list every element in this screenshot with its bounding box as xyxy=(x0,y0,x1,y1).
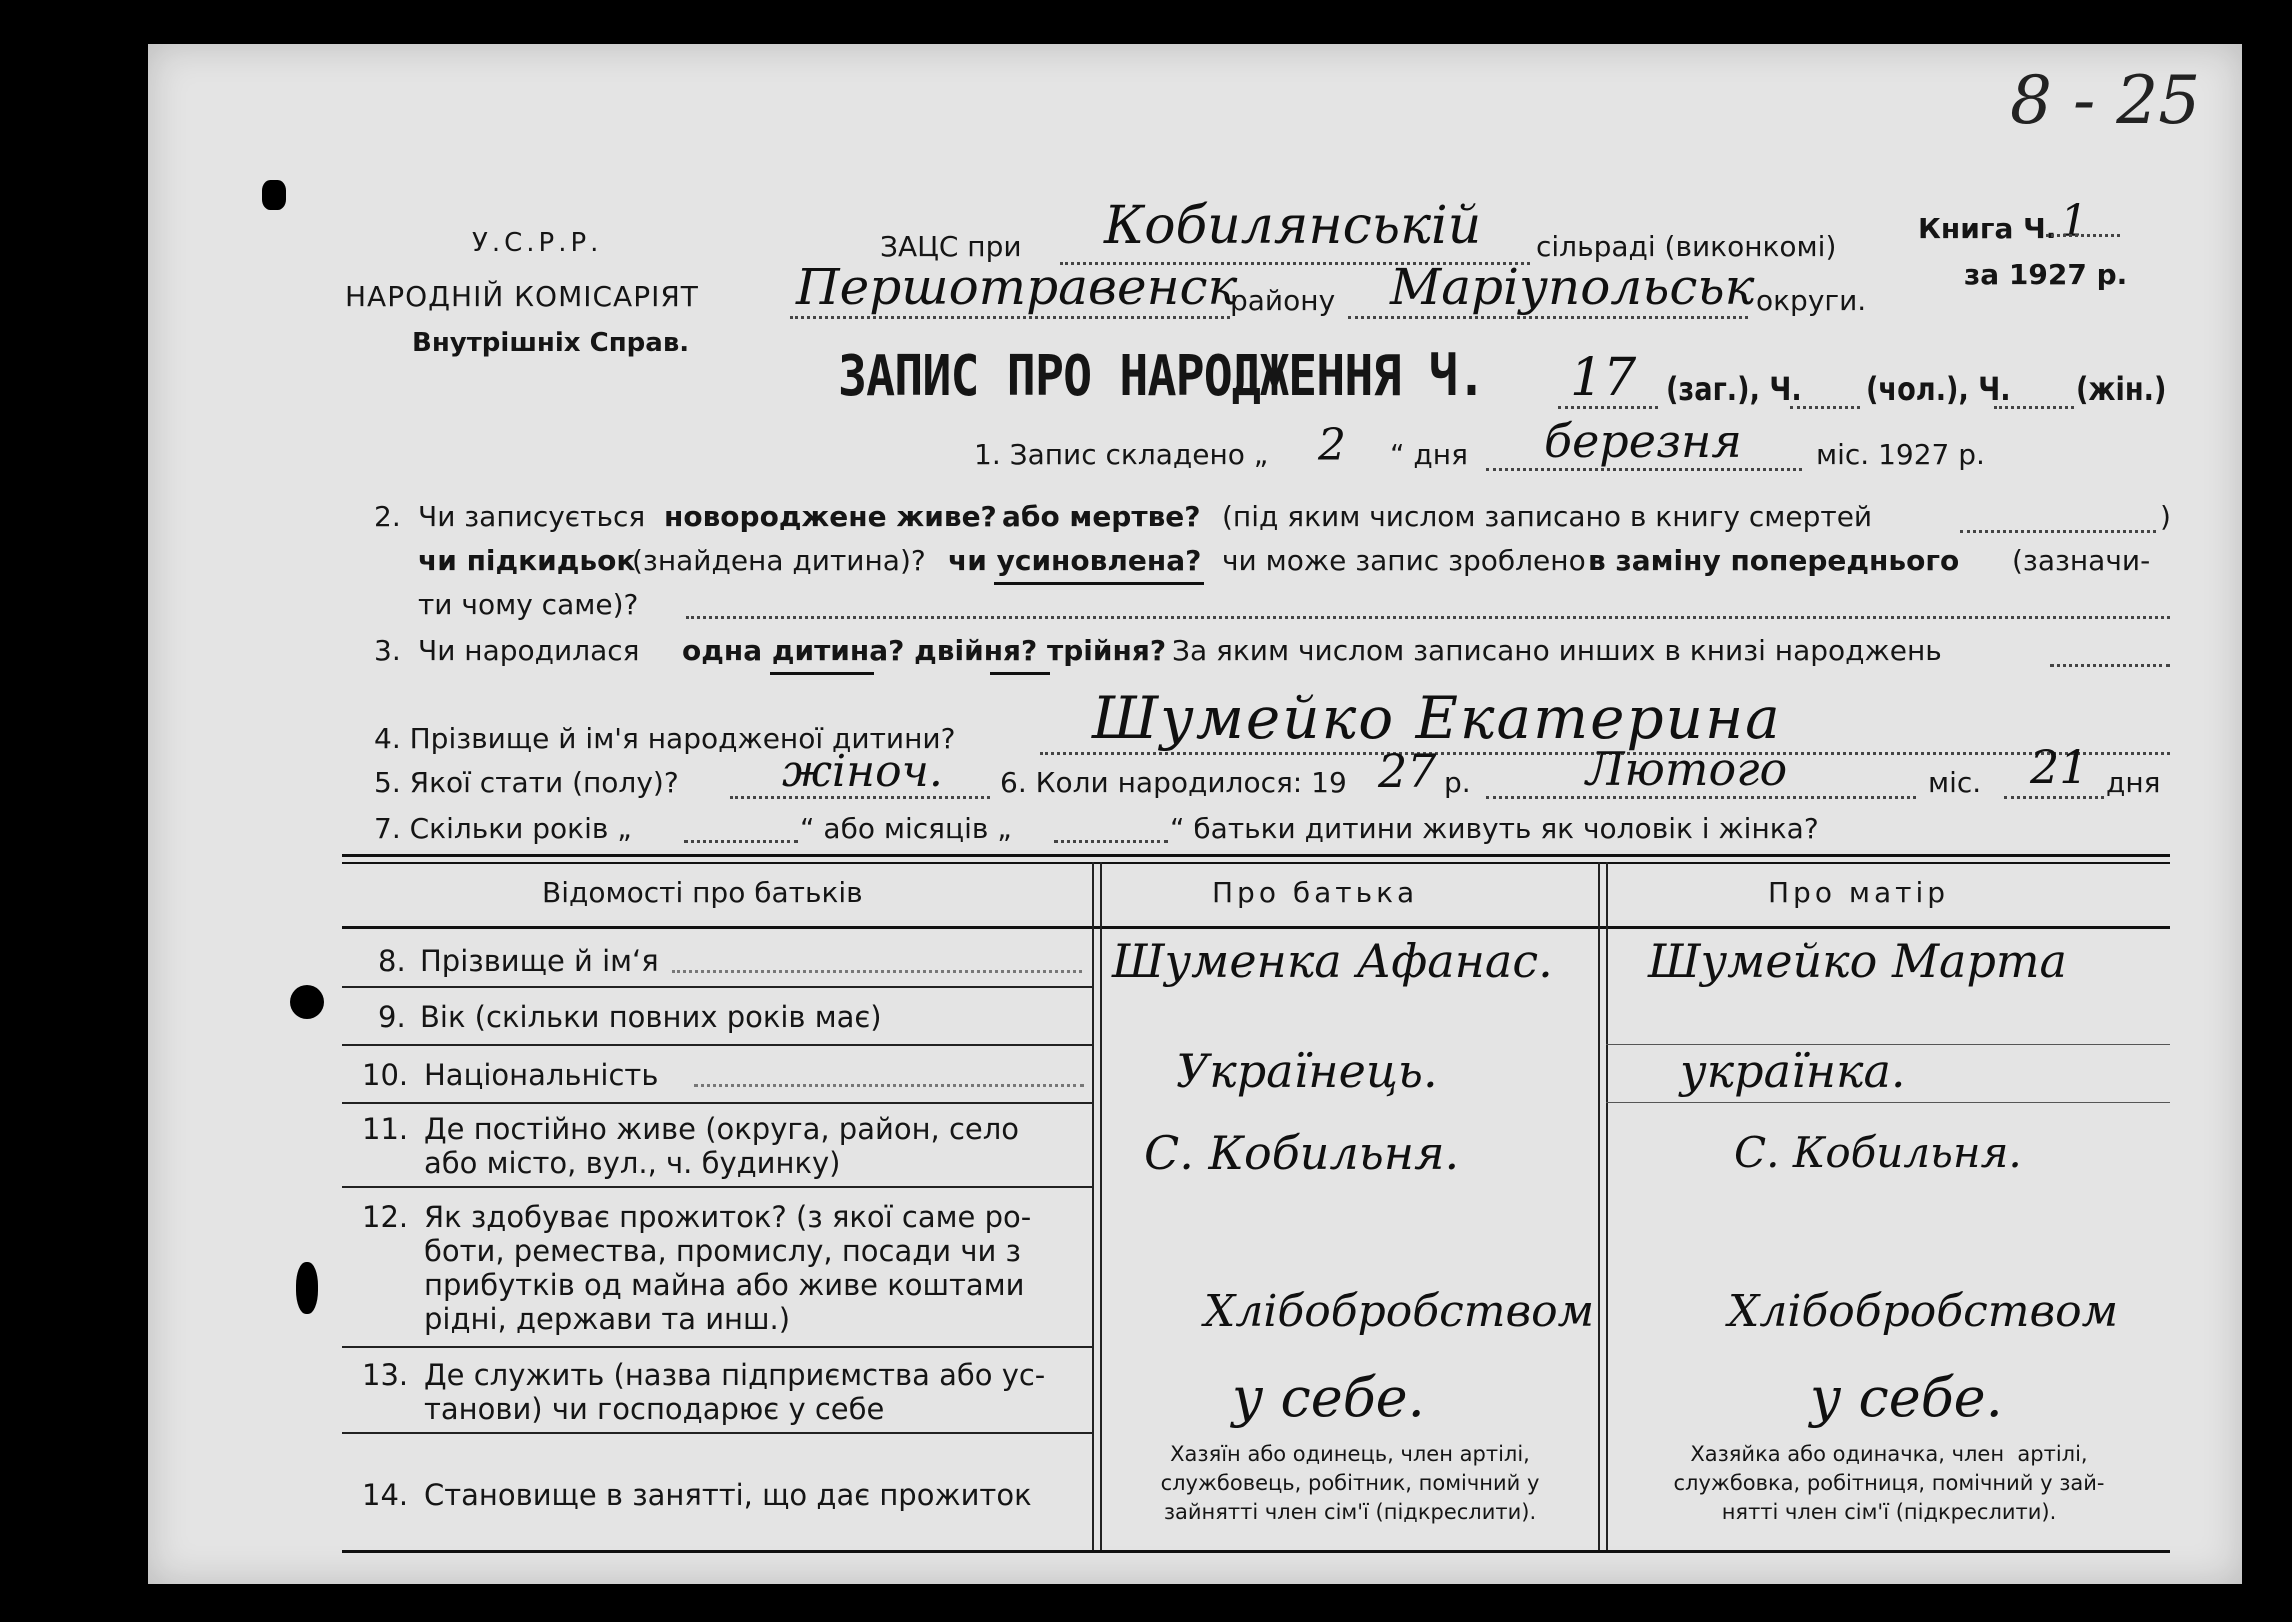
book-year: за 1927 р. xyxy=(1964,258,2128,291)
q2-line1-a: Чи записується xyxy=(418,500,646,533)
q1-day: 2 xyxy=(1318,420,1346,471)
q6-day-suffix: дня xyxy=(2106,766,2161,799)
q7-b: “ або місяців „ xyxy=(800,812,1012,845)
row12-label: Як здобуває прожиток? (з якої саме ро- боти, ремества, промислу, посади чи з прибутків од майна або живе коштами рідні, держави та инш.) xyxy=(424,1200,1032,1336)
zags-prefix: ЗАЦС при xyxy=(880,230,1022,263)
hand-underline xyxy=(990,672,1050,675)
okrug-value: Маріупольськ xyxy=(1390,258,1755,316)
female-number-line xyxy=(1994,406,2074,409)
q2-line1-c: або мертве? xyxy=(1002,500,1201,533)
row14-num: 14. xyxy=(362,1478,409,1512)
table-header-father: Про батька xyxy=(1212,876,1419,909)
binder-hole xyxy=(290,985,324,1019)
q6-day-line xyxy=(2004,796,2104,799)
q2-line2-d: чи може запис зроблено xyxy=(1222,544,1586,577)
hand-underline xyxy=(770,672,874,675)
q6-month-line xyxy=(1486,796,1916,799)
row8-num: 8. xyxy=(378,944,406,978)
row-separator xyxy=(1606,1102,2170,1103)
hand-underline xyxy=(994,582,1204,585)
village-council-value: Кобилянській xyxy=(1104,196,1482,256)
q6-month: Лютого xyxy=(1586,742,1788,796)
record-number-line xyxy=(1558,406,1658,409)
q3-a: Чи народилася xyxy=(418,634,640,667)
q1-tail: міс. 1927 р. xyxy=(1816,438,1985,471)
row10-label: Національність xyxy=(424,1058,659,1092)
row11-num: 11. xyxy=(362,1112,409,1146)
q7-a: 7. Скільки років „ xyxy=(374,812,632,845)
table-top-rule xyxy=(342,854,2170,857)
table-column-divider xyxy=(1606,862,1608,1550)
table-column-divider xyxy=(1092,862,1094,1550)
okrug-suffix: округи. xyxy=(1756,284,1867,317)
q3-c: За яким числом записано инших в книзі народжень xyxy=(1172,634,1942,667)
row10-num: 10. xyxy=(362,1058,409,1092)
district-value: Першотравенск xyxy=(796,258,1238,316)
village-council-suffix: сільраді (виконкомі) xyxy=(1536,230,1837,263)
q3-num: 3. xyxy=(374,634,401,667)
q7-c: “ батьки дитини живуть як чоловік і жінка? xyxy=(1170,812,1819,845)
table-column-divider xyxy=(1598,862,1600,1550)
row-separator xyxy=(342,1102,1092,1104)
district-line xyxy=(790,316,1230,319)
row-separator xyxy=(342,1432,1092,1434)
q4-label: 4. Прізвище й ім'я народженої дитини? xyxy=(374,722,956,755)
book-number: 1 xyxy=(2060,196,2088,247)
row12-num: 12. xyxy=(362,1200,409,1234)
row14-label: Становище в занятті, що дає прожиток xyxy=(424,1478,1032,1512)
row11-father: С. Кобильня. xyxy=(1144,1126,1460,1180)
table-bottom-rule xyxy=(342,1550,2170,1553)
q2-line2-e: в заміну попереднього xyxy=(1588,544,1960,577)
q6-month-suffix: міс. xyxy=(1928,766,1982,799)
q7-years-line xyxy=(684,840,798,843)
archive-number: 8 - 25 xyxy=(2010,62,2201,139)
row-separator xyxy=(342,1346,1092,1348)
commissariat-label: НАРОДНІЙ КОМІСАРІЯТ xyxy=(345,280,699,313)
republic-label: У.С.Р.Р. xyxy=(472,228,603,258)
q5-label: 5. Якої стати (полу)? xyxy=(374,766,679,799)
q4-value: Шумейко Екатерина xyxy=(1092,684,1782,752)
row12-mother: Хлібобробством xyxy=(1728,1286,2119,1337)
q1-month-line xyxy=(1486,468,1802,471)
binder-hole xyxy=(296,1262,318,1314)
q7-months-line xyxy=(1054,840,1168,843)
row12-father: Хлібобробством xyxy=(1204,1286,1595,1337)
okrug-line xyxy=(1348,316,1748,319)
q2-line2-f: (зазначи- xyxy=(2012,544,2151,577)
row8-mother: Шумейко Марта xyxy=(1648,934,2067,988)
row-separator xyxy=(342,1044,1092,1046)
q2-line2-b: (знайдена дитина)? xyxy=(632,544,926,577)
row13-mother: у себе. xyxy=(1810,1366,2003,1429)
q1-label: 1. Запис складено „ xyxy=(974,438,1269,471)
title-male: (чол.), Ч. xyxy=(1866,370,2011,408)
binder-hole xyxy=(262,180,286,210)
table-header-mother: Про матір xyxy=(1768,876,1950,909)
q2-line3: ти чому саме)? xyxy=(418,588,639,621)
row13-num: 13. xyxy=(362,1358,409,1392)
row10-father: Українець. xyxy=(1176,1044,1438,1098)
q6-year: 27 xyxy=(1378,744,1437,798)
table-top-rule xyxy=(342,862,2170,864)
document-title: ЗАПИС ПРО НАРОДЖЕННЯ Ч. xyxy=(838,344,1486,409)
row8-label: Прізвище й ім‘я xyxy=(420,944,659,978)
q6-year-suffix: р. xyxy=(1444,766,1471,799)
row9-num: 9. xyxy=(378,1000,406,1034)
q1-day-suffix: “ дня xyxy=(1390,438,1468,471)
table-header-rule xyxy=(342,926,2170,929)
department-label: Внутрішніх Справ. xyxy=(412,328,690,358)
q2-death-book-line xyxy=(1960,530,2156,533)
q2-num: 2. xyxy=(374,500,401,533)
title-female: (жін.) xyxy=(2076,370,2167,408)
q2-line2-a: чи підкидьок xyxy=(418,544,636,577)
row-separator xyxy=(342,1186,1092,1188)
q3-b: одна дитина? двійня? трійня? xyxy=(682,634,1167,667)
row13-label: Де служить (назва підприємства або ус- танови) чи господарює у себе xyxy=(424,1358,1046,1426)
title-general: (заг.), Ч. xyxy=(1666,370,1802,408)
book-number-line xyxy=(2046,234,2120,237)
q6-label: 6. Коли народилося: 19 xyxy=(1000,766,1347,799)
q2-reason-line xyxy=(686,616,2170,619)
q5-value: жіноч. xyxy=(782,746,943,797)
row10-dots xyxy=(694,1084,1084,1087)
row14-mother-options: Хазяйка або одиначка, член артілі, службовка, робітниця, помічний у зай- нятті член сім'ї (підкреслити). xyxy=(1673,1442,2105,1524)
q2-line1-e: ) xyxy=(2160,500,2171,533)
row11-label: Де постійно живе (округа, район, село або місто, вул., ч. будинку) xyxy=(424,1112,1020,1180)
row-separator xyxy=(342,986,1092,988)
row13-father: у себе. xyxy=(1232,1366,1425,1429)
q2-line2-c: чи усиновлена? xyxy=(948,544,1202,577)
district-suffix: району xyxy=(1230,284,1336,317)
row10-mother: українка. xyxy=(1680,1044,1906,1098)
row11-mother: С. Кобильня. xyxy=(1734,1128,2022,1177)
row14-father-options: Хазяїн або одинець, член артілі, службовець, робітник, помічний у зайнятті член сім'ї (підкреслити). xyxy=(1160,1442,1540,1524)
q1-month: березня xyxy=(1544,414,1742,468)
q3-line xyxy=(2050,664,2170,667)
table-header-parents: Відомості про батьків xyxy=(542,876,863,909)
q2-line1-d: (під яким числом записано в книгу смертей xyxy=(1222,500,1873,533)
row8-dots xyxy=(672,970,1082,973)
book-prefix: Книга Ч. xyxy=(1918,212,2057,245)
q2-line1-b: новороджене живе? xyxy=(664,500,997,533)
row9-label: Вік (скільки повних років має) xyxy=(420,1000,882,1034)
table-column-divider xyxy=(1100,862,1102,1550)
q6-day: 21 xyxy=(2030,740,2089,794)
male-number-line xyxy=(1790,406,1860,409)
row8-father: Шуменка Афанас. xyxy=(1112,934,1553,988)
record-number: 17 xyxy=(1570,348,1637,408)
